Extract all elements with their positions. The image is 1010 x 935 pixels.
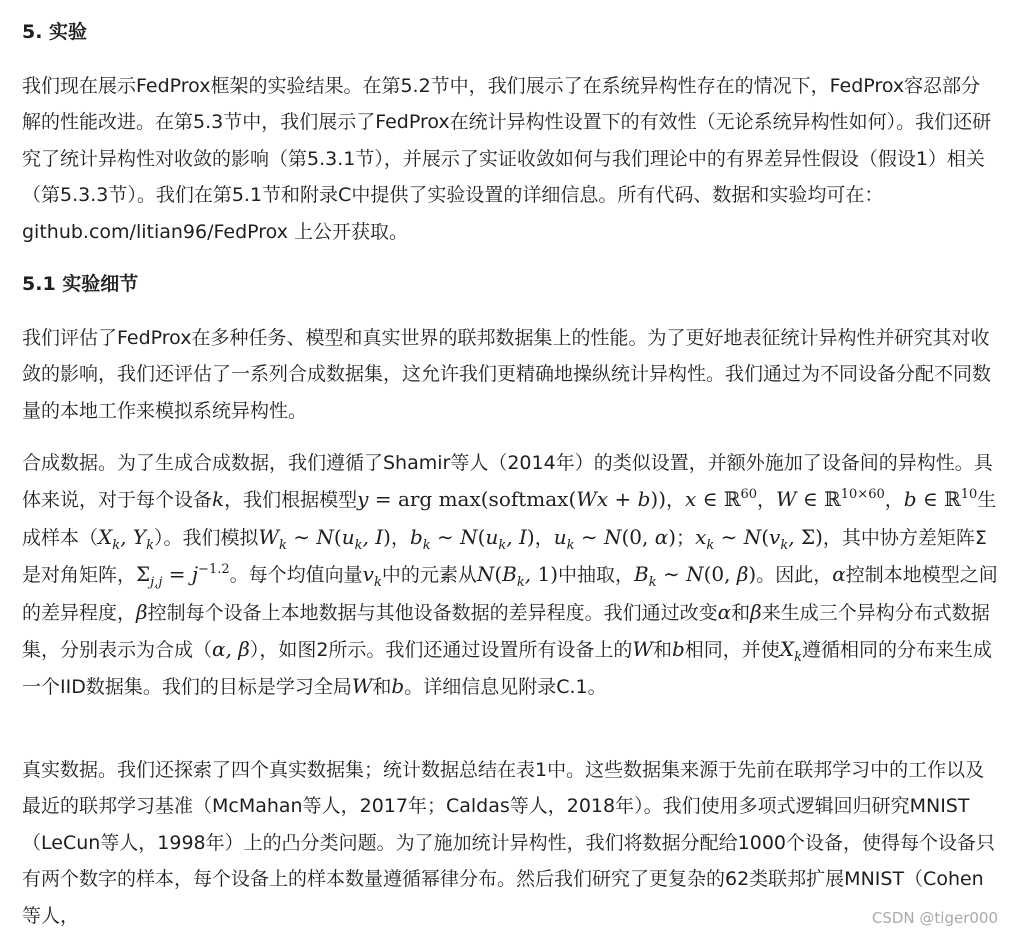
intro-paragraph: 我们现在展示FedProx框架的实验结果。在第5.2节中，我们展示了在系统异构性存在的情况下，FedProx容忍部分解的性能改进。在第5.3节中，我们展示了FedProx在统计异构性设置下的有效性（无论系统异构性如何）。我们还研究了统计异构性对收敛的影响（第5.3.1节），并展示了实证收敛如何与我们理论中的有界差异性假设（假设1）相关（第5.3.3节）。我们在第5.1节和附录C中提供了实验设置的详细信息。所有代码、数据和实验均可在：github.com/litian96/FedProx 上公开获取。 [22,75,992,243]
watermark: CSDN @tiger000 [871,909,998,927]
subsection-title: 5.1 实验细节 [22,273,139,295]
synthetic-paragraph: 合成数据。为了生成合成数据，我们遵循了Shamir等人（2014年）的类似设置，并额外施加了设备间的异构性。具体来说，对于每个设备k，我们根据模型y = arg max(softmax(Wx + b))，x ∈ ℝ$^{60}$，W ∈ ℝ$^{10\times 60}$，b ∈ ℝ$^{10}$生成样本（$X_k$, $Y_k$）。我们模拟$W_k$ ∼ $N(u_k$, I)，$b_k$ ∼ $N(u_k$, I)，$u_k$ ∼ N(0, α)；$x_k$ ∼ $N(v_k$, Σ)，其中协方差矩阵Σ是对角矩阵，$\Sigma_{j,j} = j^{-1.2}$。每个均值向量$v_k$中的元素从$N(B_k$, 1)中抽取，$B_k$ ∼ N(0, β)。因此，α控制本地模型之间的差异程度，β控制每个设备上本地数据与其他设备数据的差异程度。我们通过改变α和β来生成三个异构分布式数据集，分别表示为合成（α, β），如图2所示。我们还通过设置所有设备上的W和b相同，并使$X_k$遵循相同的分布来生成一个IID数据集。我们的目标是学习全局W和b。详细信息见附录C.1。 [22,452,998,699]
real-data-paragraph: 真实数据。我们还探索了四个真实数据集；统计数据总结在表1中。这些数据集来源于先前在联邦学习中的工作以及最近的联邦学习基准（McMahan等人，2017年；Caldas等人，2018年）。我们使用多项式逻辑回归研究MNIST（LeCun等人，1998年）上的凸分类问题。为了施加统计异构性，我们将数据分配给1000个设备，使得每个设备只有两个数字的样本，每个设备上的样本数量遵循幂律分布。然后我们研究了更复杂的62类联邦扩展MNIST（Cohen等人， [22,759,996,927]
section-title: 5. 实验 [22,21,88,43]
details-paragraph: 我们评估了FedProx在多种任务、模型和真实世界的联邦数据集上的性能。为了更好地表征统计异构性并研究其对收敛的影响，我们还评估了一系列合成数据集，这允许我们更精确地操纵统计异构性。我们通过为不同设备分配不同数量的本地工作来模拟系统异构性。 [22,327,992,422]
